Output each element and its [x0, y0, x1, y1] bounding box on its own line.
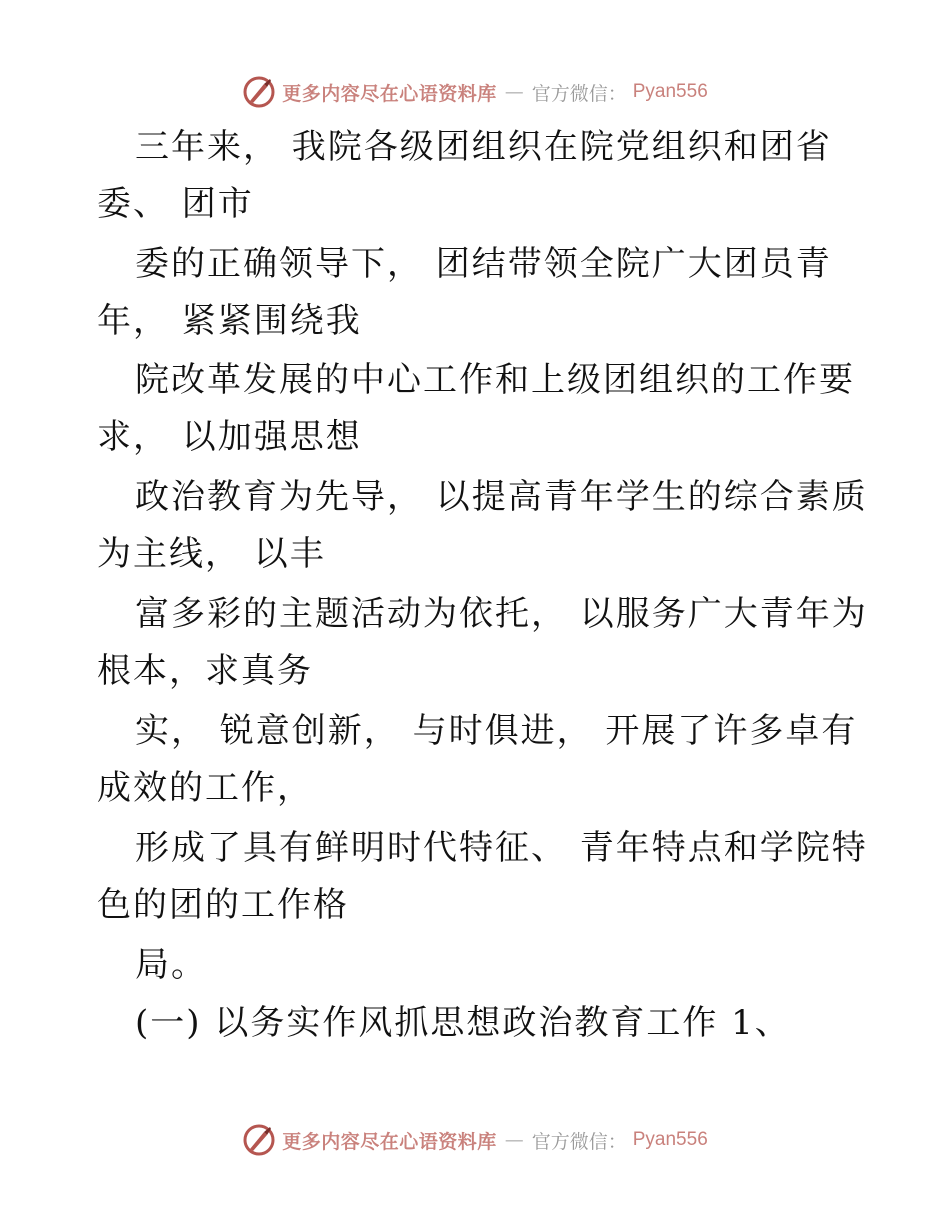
watermark-label: 官方微信：: [531, 82, 627, 105]
text-line: 院改革发展的中心工作和上级团组织的工作要: [135, 360, 855, 400]
watermark-dash: —: [504, 1129, 524, 1151]
text-line: 实， 锐意创新， 与时俱进， 开展了许多卓有: [135, 711, 858, 751]
text-line: 政治教育为先导， 以提高青年学生的综合素质: [135, 477, 868, 517]
watermark-brand: 更多内容尽在心语资料库: [282, 82, 497, 105]
text-line: 成效的工作，: [97, 768, 313, 808]
watermark-brand: 更多内容尽在心语资料库: [282, 1130, 497, 1153]
watermark-dash: —: [504, 81, 524, 103]
text-line: 年， 紧紧围绕我: [97, 301, 362, 341]
watermark-label: 官方微信：: [531, 1130, 627, 1153]
header-watermark: [0, 72, 950, 112]
quill-logo-icon: [242, 75, 276, 109]
text-line: 委的正确领导下， 团结带领全院广大团员青: [135, 244, 832, 284]
text-line: 根本，求真务: [97, 651, 313, 691]
watermark-wechat-id: Pyan556: [632, 1129, 708, 1150]
watermark-wechat-id: Pyan556: [632, 81, 708, 102]
text-line: 局。: [135, 945, 207, 985]
footer-watermark: [0, 1120, 950, 1160]
text-line: 委、 团市: [97, 184, 254, 224]
text-line: 求， 以加强思想: [97, 417, 362, 457]
text-line: 形成了具有鲜明时代特征、 青年特点和学院特: [135, 828, 868, 868]
text-line: 三年来， 我院各级团组织在院党组织和团省: [135, 127, 832, 167]
text-line: 为主线， 以丰: [97, 534, 326, 574]
text-line: 富多彩的主题活动为依托， 以服务广大青年为: [135, 594, 868, 634]
text-line: 色的团的工作格: [97, 885, 349, 925]
quill-logo-icon: [242, 1123, 276, 1157]
text-line: (一) 以务实作风抓思想政治教育工作 1、: [135, 1003, 791, 1043]
